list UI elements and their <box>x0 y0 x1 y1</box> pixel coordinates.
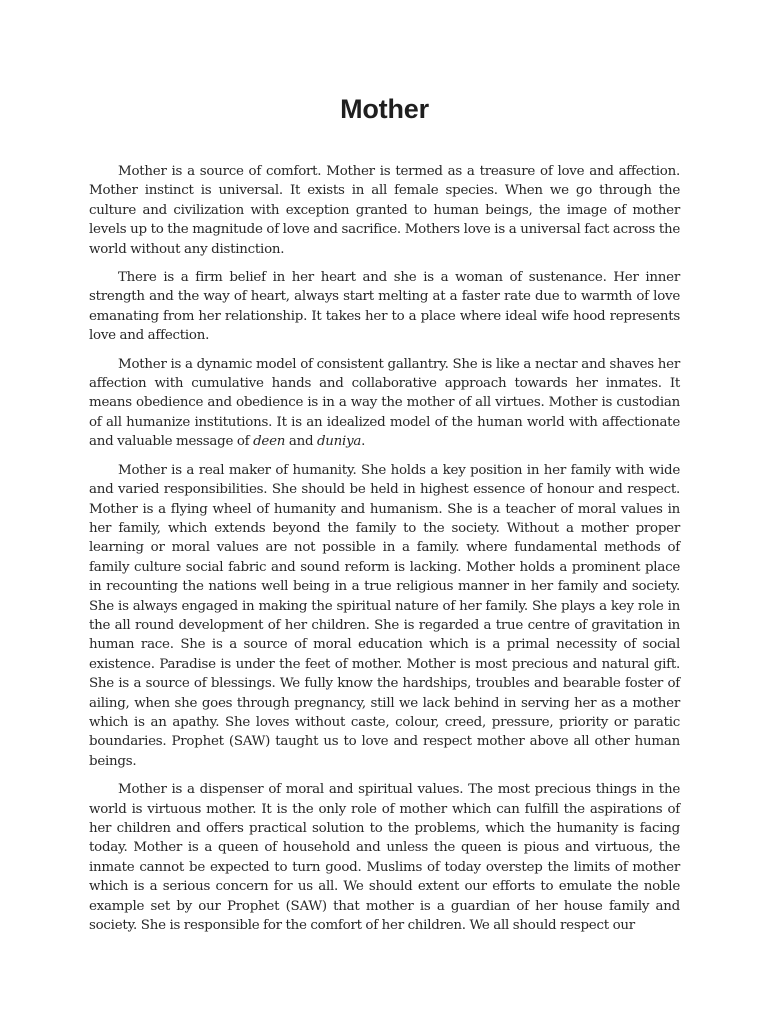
paragraph-3-end: . <box>361 434 366 450</box>
paragraph-4: Mother is a real maker of humanity. She holds a key position in her family with wide and varied responsibilities. She should be held in highest essence of honour and respect. Mother is a flying wheel of humanity and humanism. She is a teacher of moral values in her family, which extends beyond the family to the society. Without a mother proper learning or moral values are not possible in a family. where fundamental methods of family culture social fabric and sound reform is lacking. Mother holds a prominent place in recounting the nations well being in a true religious manner in her family and society. She is always engaged in making the spiritual nature of her family. She plays a key role in the all round development of her children. She is regarded a true centre of gravitation in human race. She is a source of moral education which is a primal necessity of social existence. Paradise is under the feet of mother. Mother is most precious and natural gift. She is a source of blessings. We fully know the hardships, troubles and bearable foster of ailing, when she goes through pregnancy, still we lack behind in serving her as a mother which is an apathy. She loves without caste, colour, creed, pressure, priority or paratic boundaries. Prophet (SAW) taught us to love and respect mother above all other human beings. <box>89 462 680 769</box>
page-title: Mother <box>340 94 429 124</box>
paragraph-3-conjunction: and <box>285 434 317 450</box>
paragraph-5: Mother is a dispenser of moral and spiritual values. The most precious things in the world is virtuous mother. It is the only role of mother which can fulfill the aspirations of her children and offers practical solution to the problems, which the humanity is facing today. Mother is a queen of household and unless the queen is pious and virtuous, the inmate cannot be expected to turn good. Muslims of today overstep the limits of mother which is a serious concern for us all. We should extent our efforts to emulate the noble example set by our Prophet (SAW) that mother is a guardian of her house family and society. She is responsible for the comfort of her children. We all should respect our <box>89 782 680 934</box>
paragraph-3 <box>89 355 680 452</box>
paragraph-3-text: Mother is a dynamic model of consistent gallantry. She is like a nectar and shaves her affection with cumulative hands and collaborative approach towards her inmates. It means obedience and obedience is in a way the mother of all virtues. Mother is custodian of all humanize institutions. It is an idealized model of the human world with affectionate and valuable message of <box>89 356 680 450</box>
paragraph-1: Mother is a source of comfort. Mother is termed as a treasure of love and affection. Mother instinct is universal. It exists in all female species. When we go through the culture and civilization with exception granted to human beings, the image of mother levels up to the magnitude of love and sacrifice. Mothers love is a universal fact across the world without any distinction. <box>89 164 680 257</box>
italic-term-duniya: duniya <box>316 434 362 450</box>
italic-term-deen: deen <box>253 434 286 450</box>
paragraph-2: There is a firm belief in her heart and she is a woman of sustenance. Her inner strength and the way of heart, always start melting at a faster rate due to warmth of love emanating from her relationship. It takes her to a place where ideal wife hood represents love and affection. <box>89 270 680 344</box>
